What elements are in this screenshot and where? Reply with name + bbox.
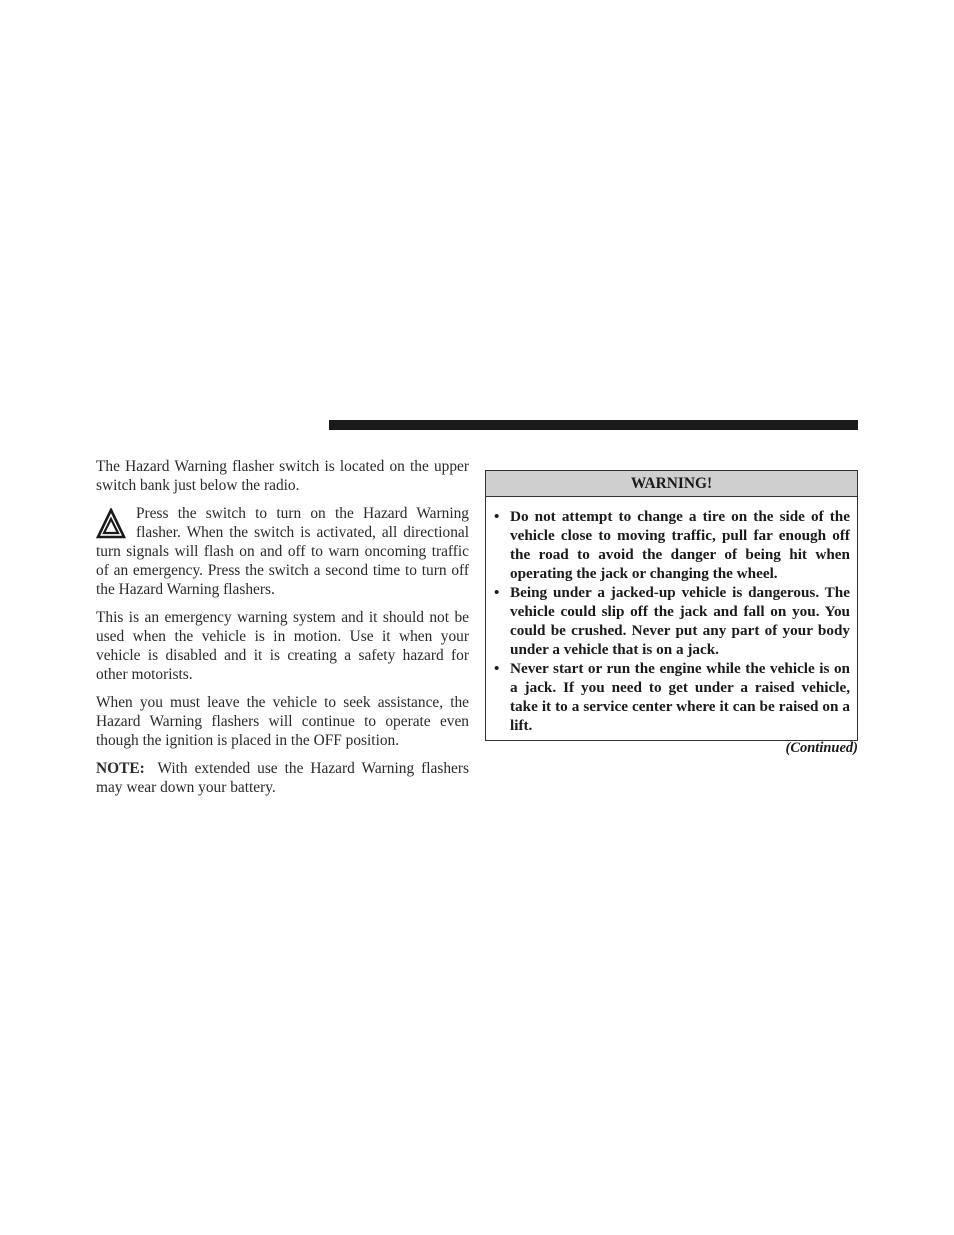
warning-item-text: Never start or run the engine while the vehicle is on a jack. If you need to get under a raised vehicle, take it to a service center where it can be raised on a lift. (510, 660, 850, 734)
emergency-system-paragraph: This is an emergency warning system and it should not be used when the vehicle is in motion. Use it when your vehicle is disabled and it is creating a safety hazard for other motorists. (96, 609, 469, 683)
warning-item-text: Being under a jacked-up vehicle is dangerous. The vehicle could slip off the jack and fall on you. You could be crushed. Never put any part of your body under a vehicle that is on a jack. (510, 584, 850, 658)
warning-box (485, 470, 858, 741)
note-text: With extended use the Hazard Warning flashers may wear down your battery. (96, 760, 469, 796)
note-paragraph (96, 759, 469, 797)
warning-item (494, 583, 850, 659)
bullet-icon: • (494, 660, 500, 677)
warning-list (486, 497, 857, 735)
warning-item (494, 659, 850, 735)
hazard-switch-location-paragraph: The Hazard Warning flasher switch is located on the upper switch bank just below the radio. (96, 458, 469, 494)
warning-title: WARNING! (486, 471, 857, 497)
continued-label: (Continued) (785, 740, 858, 756)
warning-item-text: Do not attempt to change a tire on the side of the vehicle close to moving traffic, pull far enough off the road to avoid the danger of being hit when operating the jack or changing the wheel. (510, 508, 850, 582)
hazard-switch-operation-text: Press the switch to turn on the Hazard Warning flasher. When the switch is activated, all directional turn signals will flash on and off to warn oncoming traffic of an emergency. Press the switch a second time to turn off the Hazard Warning flashers. (96, 505, 469, 598)
leave-vehicle-paragraph: When you must leave the vehicle to seek assistance, the Hazard Warning flashers will continue to operate even though the ignition is placed in the OFF position. (96, 694, 469, 749)
bullet-icon: • (494, 584, 500, 601)
bullet-icon: • (494, 508, 500, 525)
hazard-triangle-icon (96, 508, 126, 540)
note-label: NOTE: (96, 760, 145, 777)
hazard-switch-operation-paragraph (96, 504, 469, 599)
section-header-rule (329, 420, 858, 430)
warning-item (494, 507, 850, 583)
left-column (96, 457, 469, 806)
